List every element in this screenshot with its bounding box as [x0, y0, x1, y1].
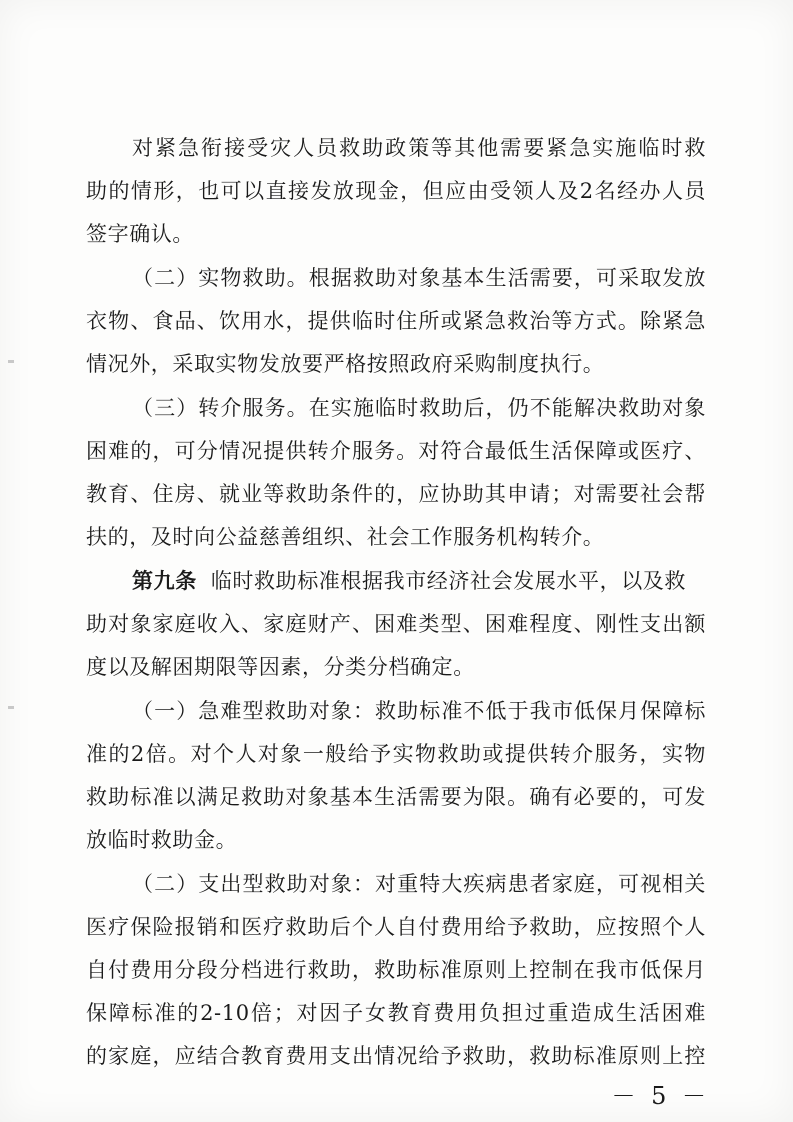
text-line: 临时救助标准根据我市经济社会发展水平，以及救	[210, 569, 687, 593]
text-line: （一）急难型救助对象：救助标准不低于我市低保月保障标	[132, 699, 706, 723]
text-line: 准的2倍。对个人对象一般给予实物救助或提供转介服务，实物	[86, 742, 706, 766]
text-line: 自付费用分段分档进行救助，救助标准原则上控制在我市低保月	[86, 958, 706, 982]
text-line: （二）支出型救助对象：对重特大疾病患者家庭，可视相关	[132, 872, 706, 896]
text-line: 保障标准的2-10倍；对因子女教育费用负担过重造成生活困难	[86, 1001, 706, 1025]
text-line: （三）转介服务。在实施临时救助后，仍不能解决救助对象	[132, 396, 706, 420]
text-line: 助对象家庭收入、家庭财产、困难类型、困难程度、刚性支出额	[86, 612, 706, 636]
text-line: 签字确认。	[86, 222, 194, 246]
binding-hole-mark	[8, 360, 14, 363]
text-line: 情况外，采取实物发放要严格按照政府采购制度执行。	[86, 352, 605, 376]
text-line: 对紧急衔接受灾人员救助政策等其他需要紧急实施临时救	[132, 136, 706, 160]
text-line: 度以及解困期限等因素，分类分档确定。	[86, 655, 475, 679]
text-line: 困难的，可分情况提供转介服务。对符合最低生活保障或医疗、	[86, 439, 706, 463]
article-label: 第九条	[132, 569, 197, 593]
text-line: 救助标准以满足救助对象基本生活需要为限。确有必要的，可发	[86, 785, 706, 809]
text-line: 衣物、食品、饮用水，提供临时住所或紧急救治等方式。除紧急	[86, 309, 706, 333]
text-line: 扶的，及时向公益慈善组织、社会工作服务机构转介。	[86, 525, 605, 549]
text-line: 的家庭，应结合教育费用支出情况给予救助，救助标准原则上控	[86, 1044, 706, 1068]
page-number: － 5 －	[611, 1082, 710, 1110]
binding-hole-mark	[8, 706, 14, 709]
article-line	[86, 559, 706, 603]
text-line: 医疗保险报销和医疗救助后个人自付费用给予救助，应按照个人	[86, 915, 706, 939]
text-line: 助的情形，也可以直接发放现金，但应由受领人及2名经办人员	[86, 179, 706, 203]
text-line: 教育、住房、就业等救助条件的，应协助其申请；对需要社会帮	[86, 482, 706, 506]
text-line: （二）实物救助。根据救助对象基本生活需要，可采取发放	[132, 266, 706, 290]
text-line: 放临时救助金。	[86, 828, 238, 852]
